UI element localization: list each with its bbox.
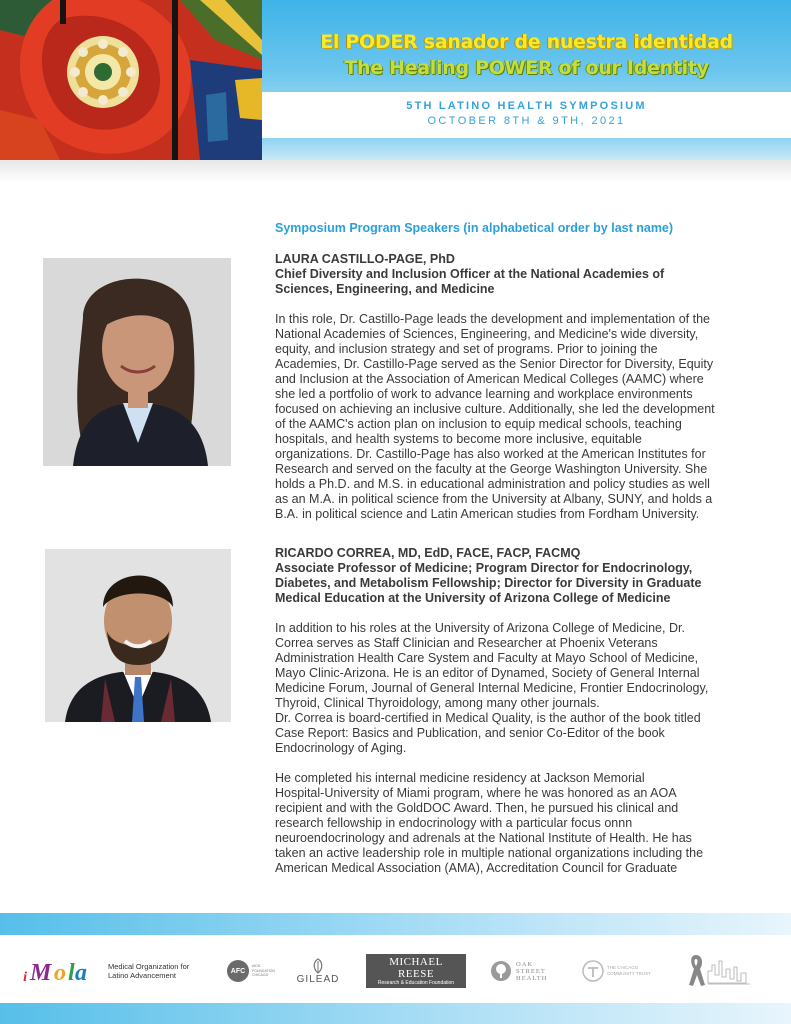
chicago-community-trust-logo: [582, 945, 667, 997]
svg-text:o: o: [54, 960, 66, 986]
mola-line: Latino Advancement: [108, 971, 176, 980]
speaker-role-line: Chief Diversity and Inclusion Officer at the National Academies of: [275, 267, 665, 281]
ribbon-skyline-logo: [686, 945, 756, 997]
svg-text:l: l: [68, 960, 75, 986]
event-dates: OCTOBER 8TH & 9TH, 2021: [427, 115, 626, 127]
afc-badge: AFC: [227, 960, 249, 982]
ct-line: THE CHICAGO: [607, 965, 639, 970]
sponsor-logos: [0, 945, 791, 997]
header-light-stripe: [262, 138, 791, 160]
footer-band-bottom: [0, 1003, 791, 1024]
speaker-bio-continued: [275, 771, 735, 876]
svg-text:M: M: [30, 960, 52, 986]
speaker-1: [275, 252, 735, 522]
gilead-name: GILEAD: [296, 973, 340, 985]
mola-logo-icon: [22, 953, 108, 989]
bio-line: recipient and with the GoldDOC Award. Then, he pursued his clinical and: [275, 801, 679, 815]
bio-line: taken an active leadership role in multiple national organizations including the: [275, 846, 704, 860]
bio-line: B.A. in political science and Latin American studies from Fordham University.: [275, 507, 700, 521]
bio-line: neuroendocrinology and adrenals at the National Institute of Health. He has: [275, 831, 692, 845]
speaker-photo-correa: [45, 549, 231, 722]
header-shadow: [0, 160, 791, 182]
section-title: Symposium Program Speakers (in alphabetical order by last name): [275, 221, 674, 235]
bio-line: hospitals, and health systems to become more inclusive, equitable: [275, 432, 642, 446]
mola-logo: [22, 945, 202, 997]
bio-line: and Inclusion at the Association of American Medical Colleges (AAMC) where: [275, 372, 704, 386]
bio-line: Medicine Forum, Journal of General Internal Medicine, Frontier Endocrinology,: [275, 681, 709, 695]
bio-line: He completed his internal medicine residency at Jackson Memorial: [275, 771, 645, 785]
community-trust-name: [607, 965, 651, 977]
bio-line: Research and served on the faculty at the George Washington University. She: [275, 462, 708, 476]
bio-line: Hospital-University of Miami program, where he was honored as an AOA: [275, 786, 677, 800]
footer-band-top: [0, 913, 791, 935]
header-banner: [0, 0, 791, 160]
afc-logo: [227, 945, 287, 997]
speaker-role-line: Medical Education at the University of Arizona College of Medicine: [275, 591, 671, 605]
michael-reese-box: [366, 954, 466, 988]
oak-line: OAK: [516, 960, 534, 968]
bio-line: as an M.A. in political science from the University at Albany, SUNY, and holds a: [275, 492, 713, 506]
bio-line: In this role, Dr. Castillo-Page leads the development and implementation of the: [275, 312, 710, 326]
ribbon-skyline-icon: [686, 951, 754, 991]
bio-line: Mayo Clinic-Arizona. He is an editor of Dynamed, Society of General Internal: [275, 666, 700, 680]
bio-line: equity, and inclusion strategy and set of programs. Prior to joining the: [275, 342, 658, 356]
speaker-name: RICARDO CORREA, MD, EdD, FACE, FACP, FACMQ: [275, 546, 581, 560]
mola-line: Medical Organization for: [108, 962, 190, 971]
michael-reese-logo: [366, 945, 466, 997]
bio-line: focused on achieving an inclusive culture. Additionally, she led the development: [275, 402, 715, 416]
gilead-leaf-icon: [310, 958, 326, 974]
afc-name: AIDS FOUNDATION CHICAGO: [252, 964, 275, 978]
bio-line: organizations. Dr. Castillo-Page has also worked at the American Institutes for: [275, 447, 706, 461]
speaker-role-line: Associate Professor of Medicine; Program Director for Endocrinology,: [275, 561, 693, 575]
bio-line: Case Report: Basics and Publication, and senior Co-Editor of the book: [275, 726, 665, 740]
speaker-role-line: Sciences, Engineering, and Medicine: [275, 282, 495, 296]
flower-artwork: [0, 0, 262, 160]
bio-line: research fellowship in endocrinology with a particular focus onnn: [275, 816, 633, 830]
ct-line: COMMUNITY TRUST: [607, 971, 651, 976]
oak-line: HEALTH: [516, 974, 548, 982]
bio-line: In addition to his roles at the University of Arizona College of Medicine, Dr.: [275, 621, 685, 635]
oak-street-name: [516, 961, 547, 982]
bio-line: Correa serves as Staff Clinician and Researcher at Phoenix Veterans: [275, 636, 658, 650]
bio-line: Thyroid, Clinical Thyroidology, among many other journals.: [275, 696, 600, 710]
svg-text:a: a: [75, 960, 87, 986]
oak-street-health-logo: [490, 945, 560, 997]
michael-reese-subtitle: Research & Education Foundation: [377, 980, 455, 986]
speaker-bio: [275, 621, 735, 756]
speaker-name: LAURA CASTILLO-PAGE, PhD: [275, 252, 455, 266]
bio-line: American Medical Association (AMA), Accreditation Council for Graduate: [275, 861, 678, 875]
mola-name: [108, 962, 189, 980]
bio-line: holds a Ph.D. and M.S. in educational administration and policy studies as well: [275, 477, 710, 491]
michael-reese-title: MICHAEL REESE: [389, 956, 443, 980]
oak-tree-icon: [490, 960, 512, 982]
event-name: 5TH LATINO HEALTH SYMPOSIUM: [406, 100, 647, 112]
bio-line: Endocrinology of Aging.: [275, 741, 407, 755]
bio-line: Administration Health Care System and Faculty at Mayo School of Medicine,: [275, 651, 699, 665]
bio-line: she led a portfolio of work to advance learning and workplace environments: [275, 387, 693, 401]
gilead-logo: [298, 945, 338, 997]
bio-line: Academies, Dr. Castillo-Page served as the Senior Director for Diversity, Equity: [275, 357, 714, 371]
speaker-2: [275, 546, 735, 876]
bio-line: Dr. Correa is board-certified in Medical Quality, is the author of the book titled: [275, 711, 701, 725]
bio-line: of the AAMC's action plan on inclusion to equip medical schools, teaching: [275, 417, 682, 431]
speaker-role-line: Diabetes, and Metabolism Fellowship; Director for Diversity in Graduate: [275, 576, 702, 590]
community-trust-icon: [582, 960, 604, 982]
svg-text:ᵢ: ᵢ: [24, 959, 29, 985]
title-english: The Healing POWER of our Identity: [344, 57, 709, 79]
oak-line: STREET: [516, 967, 546, 975]
bio-line: National Academies of Sciences, Engineering, and Medicine's wide diversity,: [275, 327, 699, 341]
title-spanish: El PODER sanador de nuestra identidad: [320, 31, 733, 53]
speaker-photo-castillo-page: [43, 258, 231, 466]
speaker-bio: [275, 312, 735, 522]
